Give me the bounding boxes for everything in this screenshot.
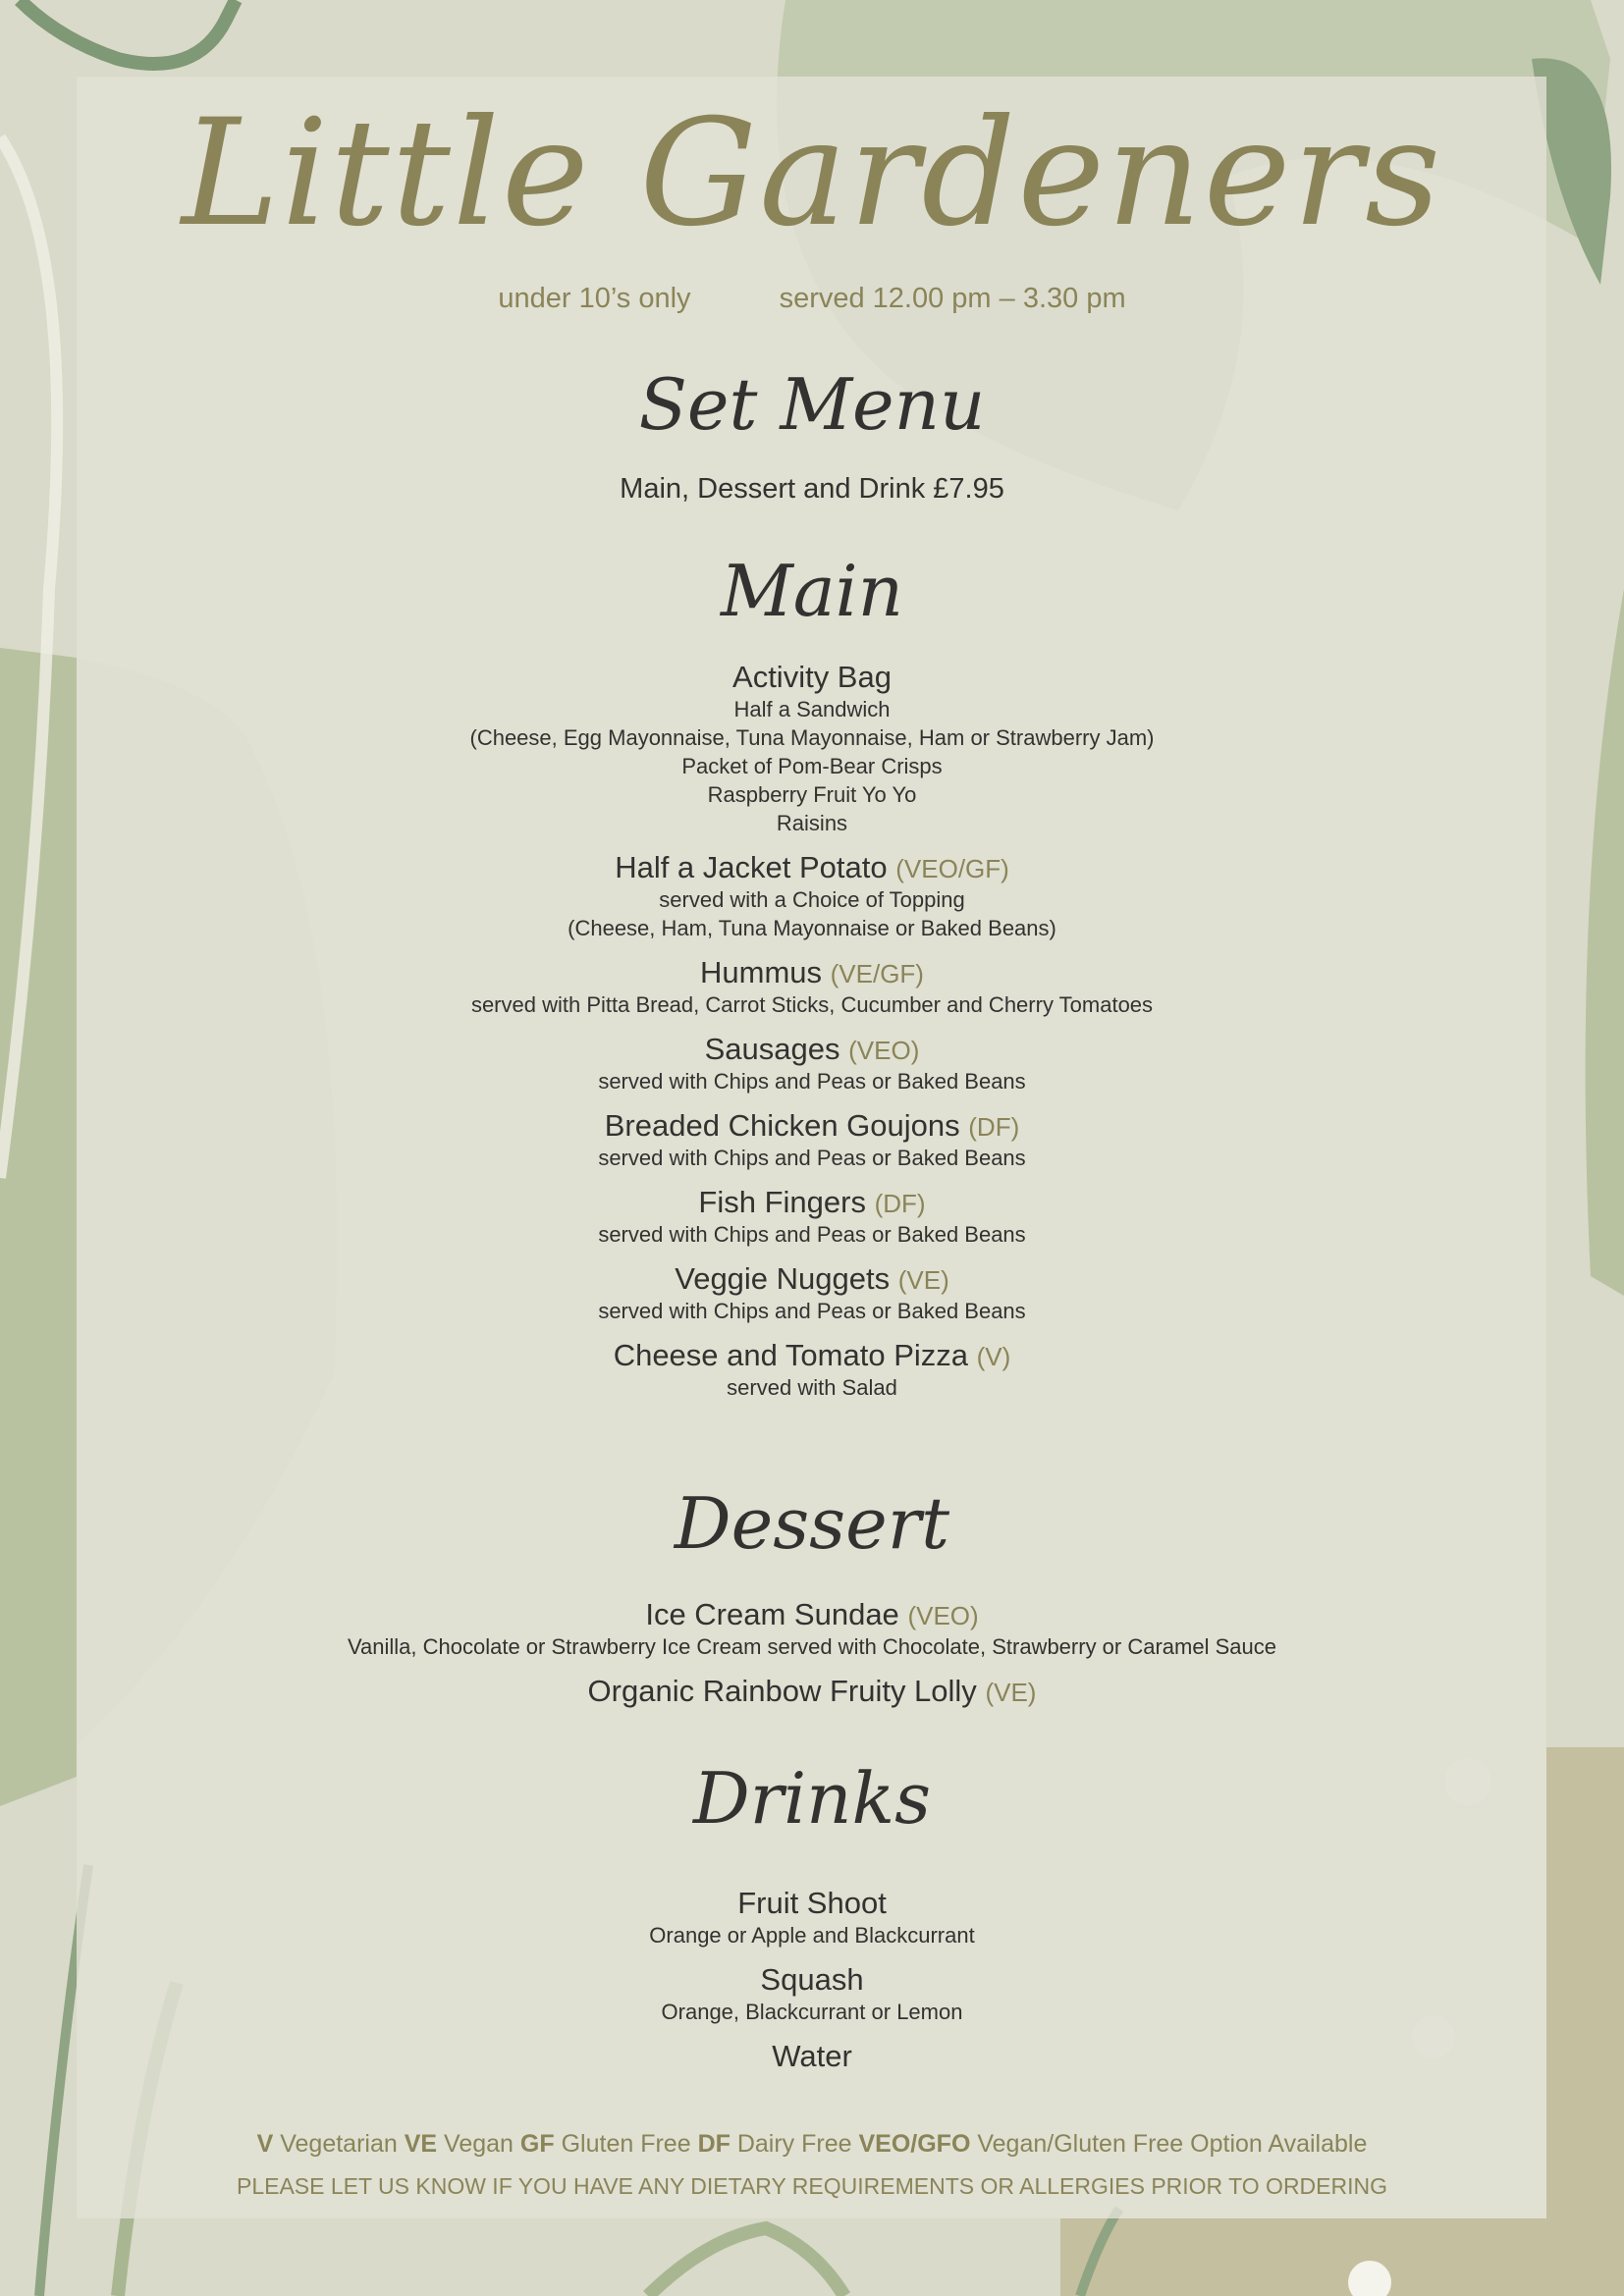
item-description: served with Pitta Bread, Carrot Sticks, Cucumber and Cherry Tomatoes xyxy=(470,992,1154,1017)
item-description: Raspberry Fruit Yo Yo xyxy=(707,782,917,807)
item-description: Packet of Pom-Bear Crisps xyxy=(681,754,943,778)
drinks-heading: Drinks xyxy=(692,1757,932,1840)
legend-label: Vegan/Gluten Free Option Available xyxy=(977,2130,1368,2158)
item-description: Raisins xyxy=(776,811,848,835)
item-description: served with Chips and Peas or Baked Beans xyxy=(598,1222,1026,1247)
item-name: Fruit Shoot xyxy=(737,1886,887,1920)
dessert-items xyxy=(0,1597,1624,1722)
allergy-warning: PLEASE LET US KNOW IF YOU HAVE ANY DIETARY REQUIREMENTS OR ALLERGIES PRIOR TO ORDERING xyxy=(236,2173,1388,2199)
item-name: Hummus xyxy=(700,955,823,989)
subtitle xyxy=(0,283,1624,315)
menu-item xyxy=(0,1185,1624,1249)
item-description: Half a Sandwich xyxy=(733,697,891,721)
menu-item xyxy=(0,1597,1624,1661)
item-description: (Cheese, Ham, Tuna Mayonnaise or Baked Beans) xyxy=(568,916,1056,940)
menu-item xyxy=(0,1108,1624,1172)
menu-item xyxy=(0,955,1624,1019)
item-name-line xyxy=(0,1108,1624,1144)
legend-code: DF xyxy=(697,2130,731,2158)
drinks-items xyxy=(0,1886,1624,2087)
item-name: Activity Bag xyxy=(732,660,892,694)
item-name: Fish Fingers xyxy=(698,1185,866,1219)
main-items xyxy=(0,660,1624,1415)
menu-item xyxy=(0,1032,1624,1095)
legend-code: V xyxy=(256,2130,274,2158)
dietary-tag: (VE) xyxy=(985,1678,1037,1707)
legend-code: VE xyxy=(404,2130,438,2158)
menu-item xyxy=(0,2039,1624,2074)
item-description: Orange or Apple and Blackcurrant xyxy=(649,1923,975,1948)
item-name-line xyxy=(0,1597,1624,1632)
menu-item xyxy=(0,1886,1624,1949)
dietary-tag: (VE) xyxy=(897,1265,949,1295)
main-heading: Main xyxy=(720,550,904,632)
item-name: Half a Jacket Potato xyxy=(615,850,888,884)
menu-item xyxy=(0,1261,1624,1325)
item-name-line xyxy=(0,1962,1624,1998)
dietary-tag: (VEO) xyxy=(907,1601,979,1630)
dietary-tag: (VEO) xyxy=(848,1036,920,1065)
age-note: under 10’s only xyxy=(498,283,691,314)
menu-title: Little Gardeners xyxy=(181,88,1443,259)
set-menu-price: Main, Dessert and Drink £7.95 xyxy=(620,473,1004,505)
item-name: Veggie Nuggets xyxy=(675,1261,891,1296)
item-name-line xyxy=(0,1032,1624,1067)
item-name-line xyxy=(0,660,1624,695)
item-name-line xyxy=(0,2039,1624,2074)
item-description: served with Chips and Peas or Baked Beans xyxy=(598,1146,1026,1170)
menu-item xyxy=(0,660,1624,837)
menu-item xyxy=(0,1338,1624,1402)
item-description: served with Chips and Peas or Baked Beans xyxy=(598,1069,1026,1094)
dessert-heading: Dessert xyxy=(674,1482,950,1565)
dietary-tag: (DF) xyxy=(874,1189,926,1218)
item-name: Squash xyxy=(760,1962,864,1997)
item-name-line xyxy=(0,1674,1624,1709)
item-name-line xyxy=(0,1338,1624,1373)
item-name-line xyxy=(0,1886,1624,1921)
legend-label: Gluten Free xyxy=(561,2130,691,2158)
dietary-tag: (VEO/GF) xyxy=(895,854,1009,883)
item-name: Sausages xyxy=(704,1032,840,1066)
dietary-tag: (V) xyxy=(976,1342,1011,1371)
item-name: Ice Cream Sundae xyxy=(645,1597,899,1631)
item-name: Breaded Chicken Goujons xyxy=(604,1108,960,1143)
dietary-legend xyxy=(0,2130,1624,2159)
served-times: served 12.00 pm – 3.30 pm xyxy=(779,283,1126,314)
set-menu-heading: Set Menu xyxy=(638,363,986,446)
legend-label: Dairy Free xyxy=(736,2130,852,2158)
item-description: served with Salad xyxy=(727,1375,897,1400)
item-description: served with Chips and Peas or Baked Beans xyxy=(598,1299,1026,1323)
item-name-line xyxy=(0,1261,1624,1297)
legend-label: Vegetarian xyxy=(280,2130,398,2158)
item-name: Organic Rainbow Fruity Lolly xyxy=(587,1674,977,1708)
legend-label: Vegan xyxy=(444,2130,514,2158)
item-description: Orange, Blackcurrant or Lemon xyxy=(661,2000,963,2024)
item-name: Water xyxy=(772,2039,852,2073)
item-description: served with a Choice of Topping xyxy=(659,887,965,912)
item-description: Vanilla, Chocolate or Strawberry Ice Cream served with Chocolate, Strawberry or Caramel Sauce xyxy=(348,1634,1276,1659)
legend-code: VEO/GFO xyxy=(858,2130,971,2158)
menu-item xyxy=(0,1962,1624,2026)
item-name: Cheese and Tomato Pizza xyxy=(613,1338,969,1372)
item-name-line xyxy=(0,1185,1624,1220)
dietary-tag: (DF) xyxy=(968,1112,1020,1142)
dietary-tag: (VE/GF) xyxy=(830,959,924,988)
item-description: (Cheese, Egg Mayonnaise, Tuna Mayonnaise, Ham or Strawberry Jam) xyxy=(469,725,1155,750)
menu-item xyxy=(0,850,1624,942)
item-name-line xyxy=(0,850,1624,885)
item-name-line xyxy=(0,955,1624,990)
menu-item xyxy=(0,1674,1624,1709)
legend-code: GF xyxy=(519,2130,555,2158)
